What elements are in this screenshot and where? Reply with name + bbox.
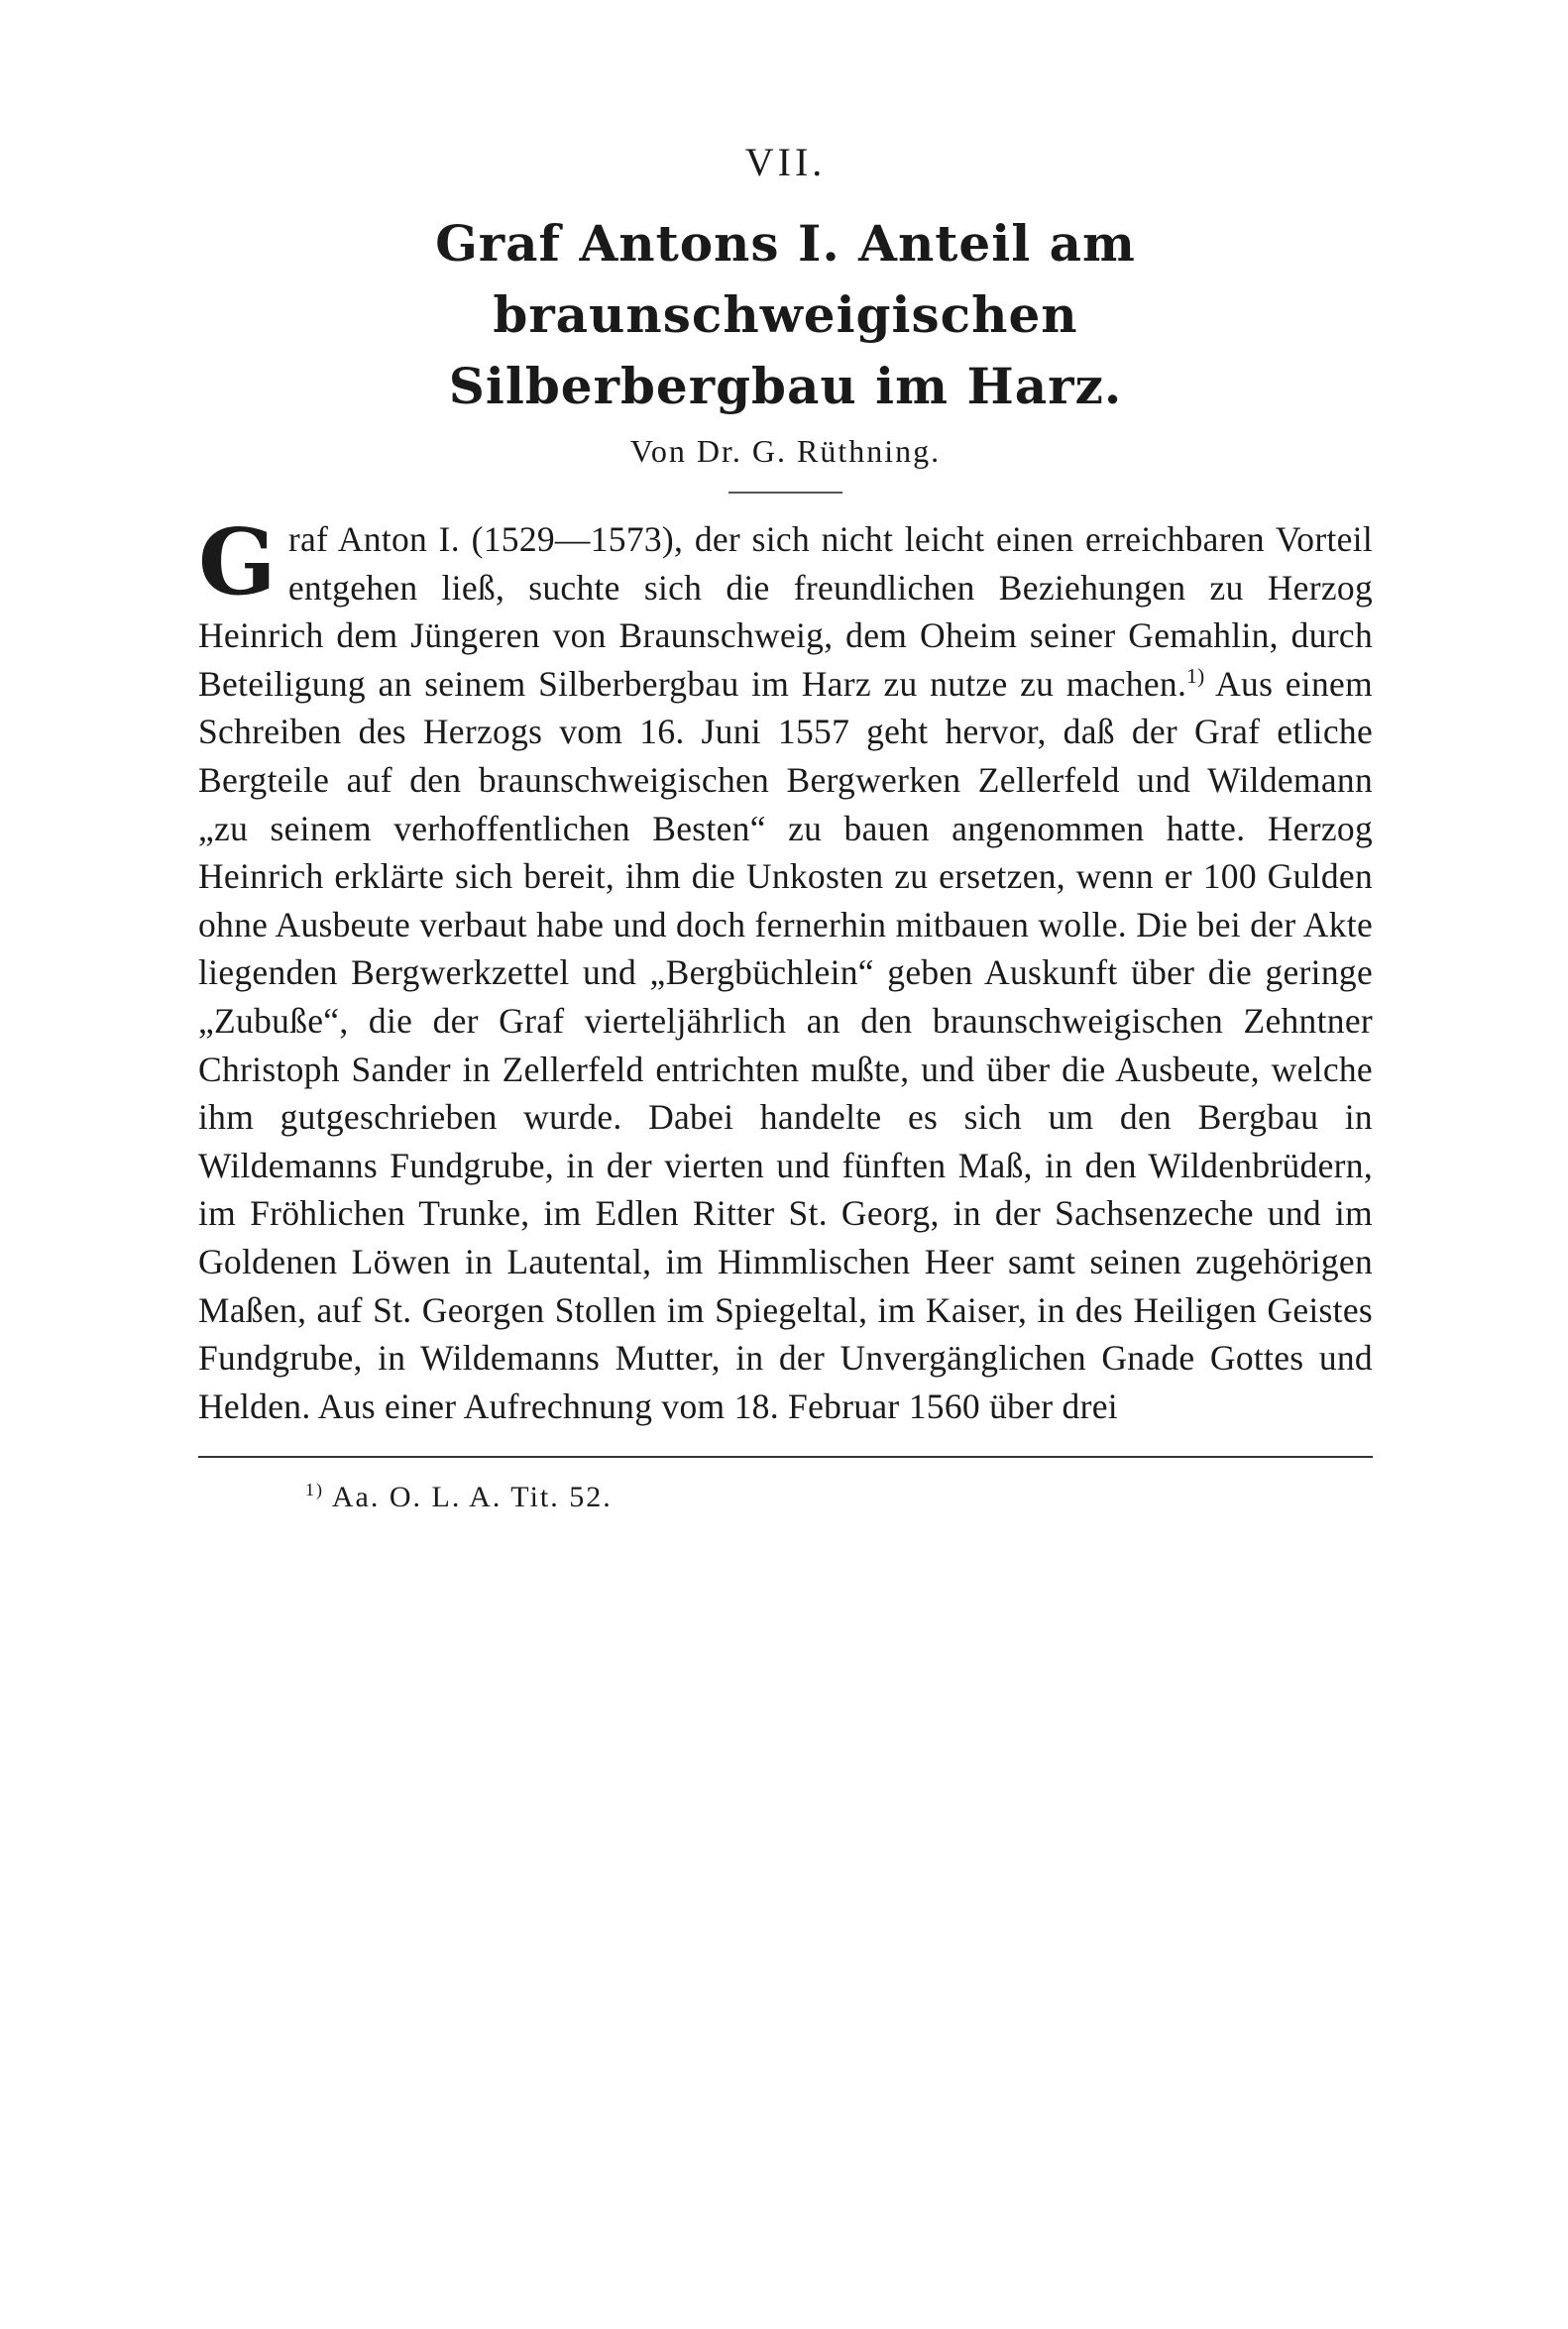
footnote bbox=[198, 1478, 1373, 1517]
page bbox=[198, 139, 1373, 1517]
body-text-part-2: Aus einem Schreiben des Herzogs vom 16. Juni 1557 geht hervor, daß der Graf etliche Bergteile auf den braunschweigischen Bergwerken Zellerfeld und Wildemann „zu seinem verhoffentlichen Besten“ zu bauen angenommen hatte. Herzog Heinrich erklärte sich bereit, ihm die Unkosten zu ersetzen, wenn er 100 Gulden ohne Ausbeute verbaut habe und doch fernerhin mitbauen wolle. Die bei der Akte liegenden Bergwerkzettel und „Bergbüchlein“ geben Auskunft über die geringe „Zubuße“, die der Graf vierteljährlich an den braunschweigischen Zehntner Christoph Sander in Zellerfeld entrichten mußte, und über die Ausbeute, welche ihm gutgeschrieben wurde. Dabei handelte es sich um den Bergbau in Wildemanns Fundgrube, in der vierten und fünften Maß, in den Wildenbrüdern, im Fröhlichen Trunke, im Edlen Ritter St. Georg, in der Sachsenzeche und im Goldenen Löwen in Lautental, im Himmlischen Heer samt seinen zugehörigen Maßen, auf St. Georgen Stollen im Spiegeltal, im Kaiser, in des Heiligen Geistes Fundgrube, in Wildemanns Mutter, in der Unvergänglichen Gnade Gottes und Helden. Aus einer Aufrechnung vom 18. Februar 1560 über drei bbox=[198, 663, 1373, 1426]
article-title bbox=[198, 208, 1373, 422]
body-text-part-1: raf Anton I. (1529—1573), der sich nicht leicht einen erreichbaren Vorteil entgehen ließ, suchte sich die freundlichen Beziehungen zu Herzog Heinrich dem Jüngeren von Braunschweig, dem Oheim seiner Gemahlin, durch Beteiligung an seinem Silberbergbau im Harz zu nutze zu machen. bbox=[198, 519, 1373, 704]
footnote-marker: 1) bbox=[305, 1480, 324, 1500]
article-title-line-2: Silberbergbau im Harz. bbox=[448, 357, 1123, 415]
drop-cap: G bbox=[198, 508, 277, 615]
footnote-divider bbox=[198, 1456, 1373, 1458]
chapter-number: VII. bbox=[744, 140, 827, 184]
footnote-text: Aa. O. L. A. Tit. 52. bbox=[331, 1481, 613, 1514]
footnote-reference[interactable]: 1) bbox=[1186, 663, 1205, 688]
body-paragraph bbox=[198, 508, 1373, 1430]
article-title-line-1: Graf Antons I. Anteil am braunschweigischen bbox=[435, 214, 1136, 344]
author-byline: Von Dr. G. Rüthning. bbox=[629, 433, 942, 469]
title-divider bbox=[728, 492, 842, 494]
